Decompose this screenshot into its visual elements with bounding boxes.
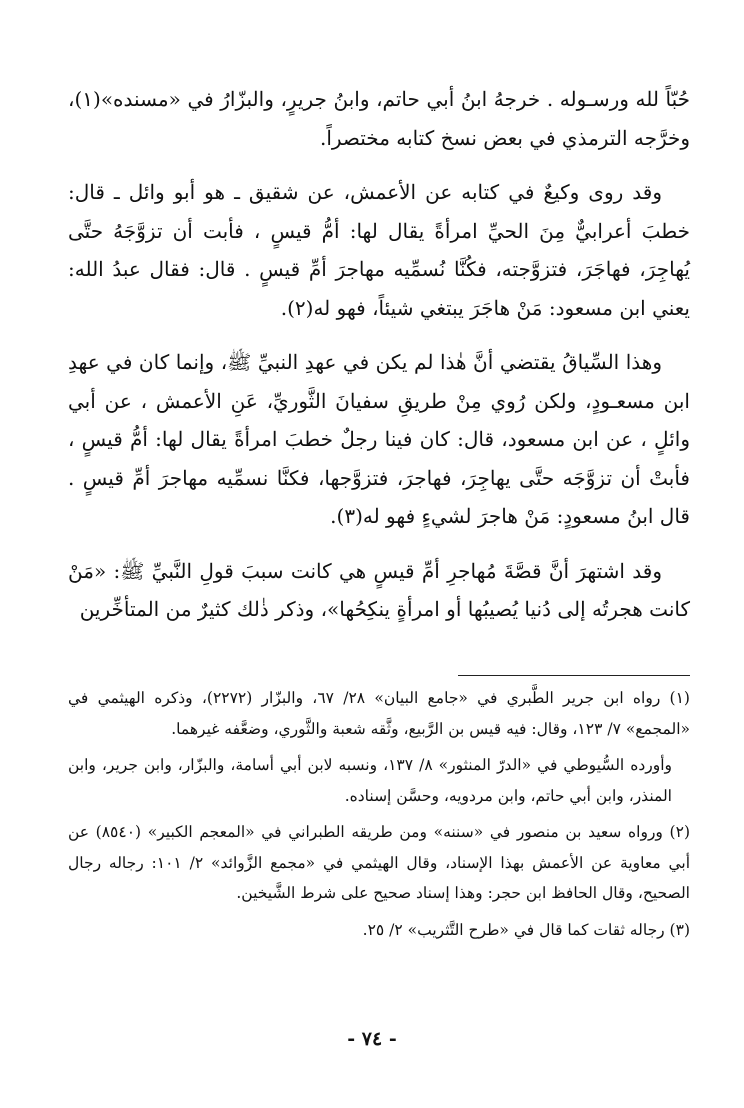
main-text	[68, 80, 690, 645]
paragraph-1: حُبّاً لله ورسـوله . خرجهُ ابنُ أبي حاتم، وابنُ جريرٍ، والبزّارُ في «مسنده»(١)، وخرَّجه الترمذي في بعض نسخ كتابه مختصراً.	[68, 87, 690, 150]
footnote-1-continuation: وأورده السُّيوطي في «الدرّ المنثور» ٨/ ١٣٧، ونسبه لابن أبي أسامة، والبزّار، وابن جرير، وابن المنذر، وابن أبي حاتم، وابن مردويه، وحسَّن إسناده.	[68, 756, 673, 805]
footnote-2: (٢) ورواه سعيد بن منصور في «سننه» ومن طريقه الطبراني في «المعجم الكبير» (٨٥٤٠) عن أبي معاوية عن الأعمش بهذا الإسناد، وقال الهيثمي في «مجمع الزَّوائد» ٢/ ١٠١: رجاله رجال الصحيح، وقال الحافظ ابن حجر: وهذا إسناد صحيح على شرط الشَّيخين.	[68, 823, 691, 902]
page-number: - ٧٤ -	[347, 1028, 397, 1050]
paragraph-2: وقد روى وكيعٌ في كتابه عن الأعمش، عن شقيق ـ هو أبو وائل ـ قال: خطبَ أعرابيٌّ مِنَ الحيِّ امرأةً يقال لها: أمُّ قيسٍ ، فأبت أن تزوَّجَهُ حتَّى يُهاجِرَ، فهاجَرَ، فتزوَّجته، فكُنَّا نُسمِّيه مهاجرَ أمِّ قيسٍ . قال: فقال عبدُ الله: يعني ابن مسعود: مَنْ هاجَرَ يبتغي شيئاً، فهو له(٢).	[68, 180, 690, 320]
paragraph-4: وقد اشتهرَ أنَّ قصَّةَ مُهاجرِ أمِّ قيسٍ هي كانت سببَ قولِ النَّبيِّ ﷺ: «مَنْ كانت هجرتُه إلى دُنيا يُصيبُها أو امرأةٍ ينكِحُها»، وذكر ذٰلك كثيرٌ من المتأخِّرين	[68, 558, 690, 621]
footnote-divider	[458, 675, 690, 676]
footnote-3: (٣) رجاله ثقات كما قال في «طرح التَّثريب» ٢/ ٢٥.	[362, 920, 690, 939]
footnotes	[68, 683, 690, 951]
footnote-1: (١) رواه ابن جرير الطَّبري في «جامع البيان» ٢٨/ ٦٧، والبزّار (٢٢٧٢)، وذكره الهيثمي في «المجمع» ٧/ ١٢٣، وقال: فيه قيس بن الرَّبيع، وثَّقه شعبة والثَّوري، وضعَّفه غيرهما.	[68, 689, 690, 738]
paragraph-3: وهذا السِّياقُ يقتضي أنَّ هٰذا لم يكن في عهدِ النبيِّ ﷺ، وإنما كان في عهدِ ابن مسعـودٍ، ولكن رُوي مِنْ طريقِ سفيانَ الثَّوريِّ، عَنِ الأعمش ، عن أبي وائلٍ ، عن ابن مسعود، قال: كان فينا رجلٌ خطبَ امرأةً يقال لها: أمُّ قيسٍ ، فأبتْ أن تزوَّجَه حتَّى يهاجِرَ، فهاجرَ، فتزوَّجها، فكنَّا نسمِّيه مهاجرَ أمِّ قيسٍ . قال ابنُ مسعودٍ: مَنْ هاجرَ لشيءٍ فهو له(٣).	[68, 350, 690, 528]
